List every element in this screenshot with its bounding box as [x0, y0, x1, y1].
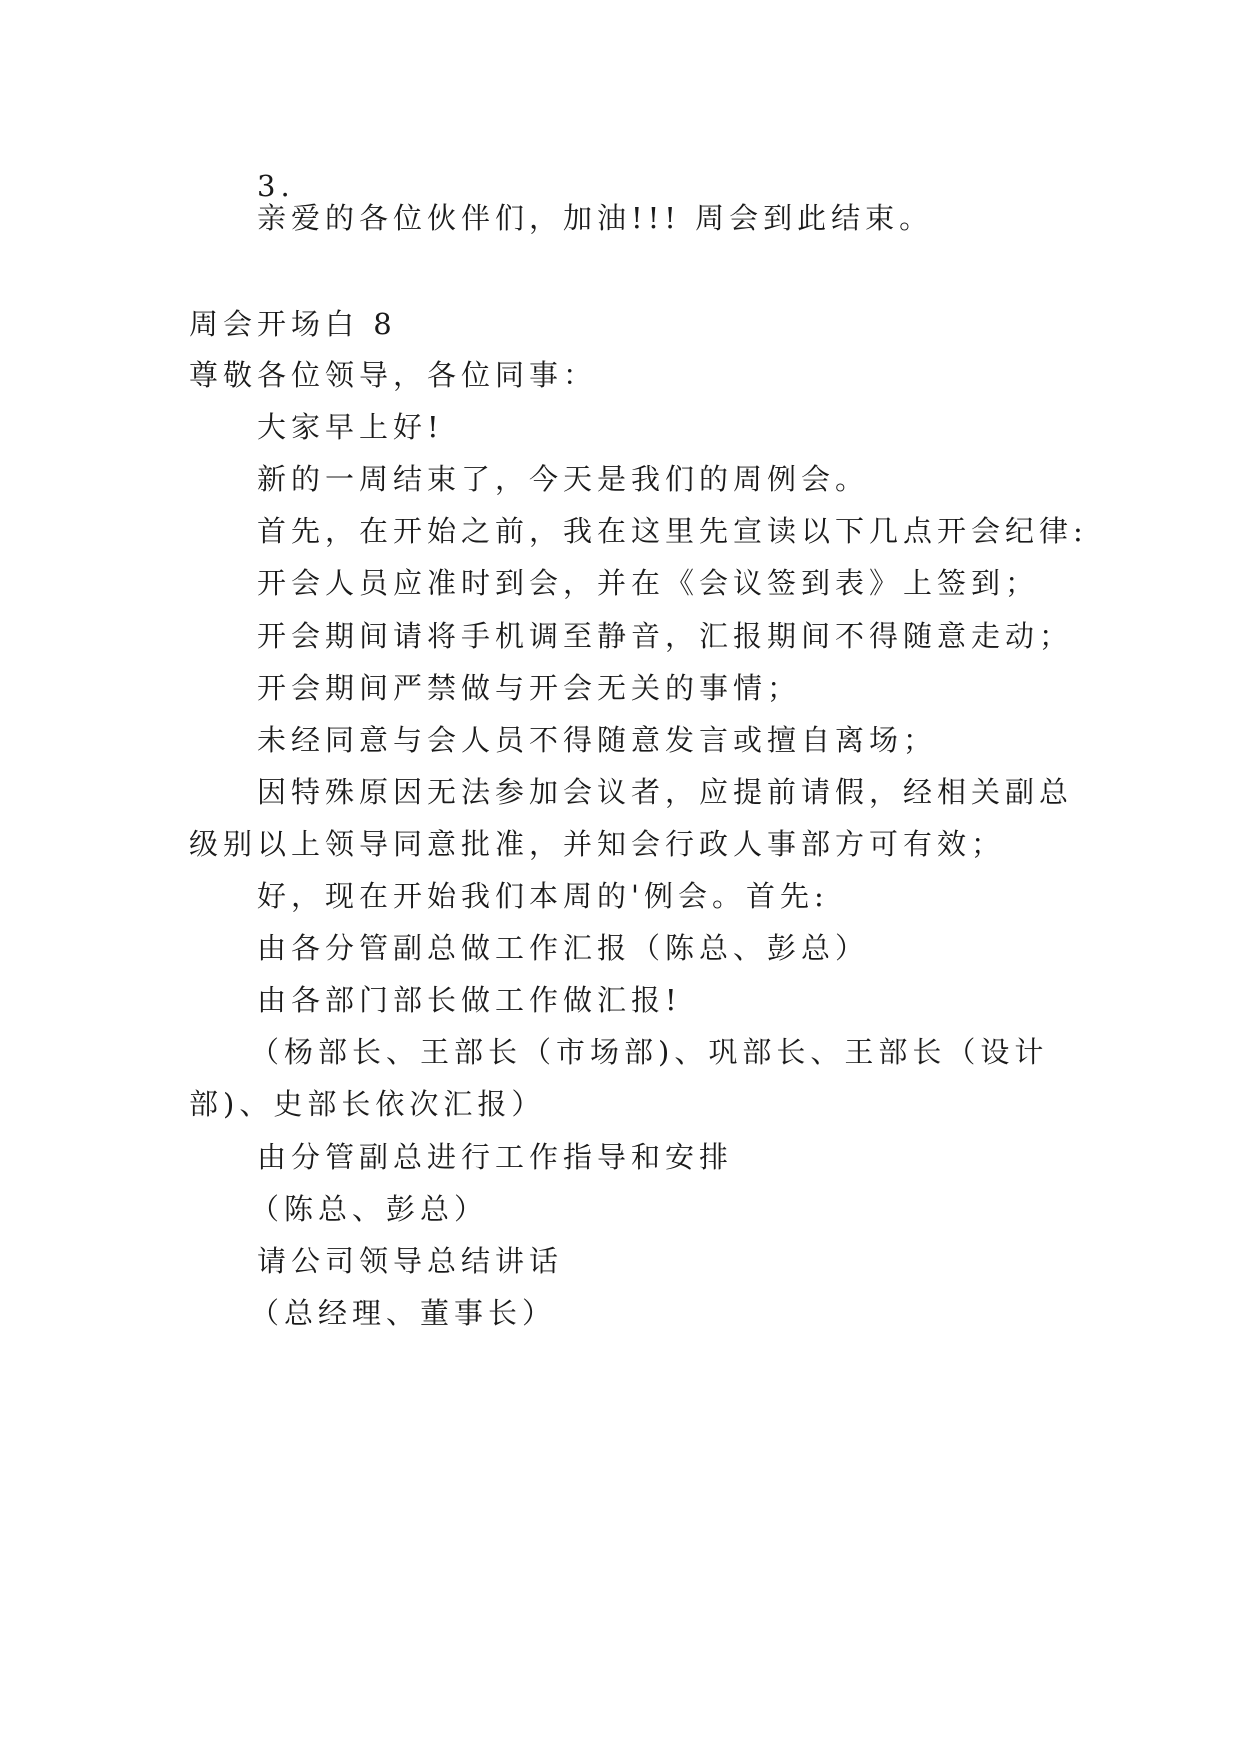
agenda-item-3: 由分管副总进行工作指导和安排 [257, 1140, 734, 1174]
paragraph-start: 好，现在开始我们本周的'例会。首先: [257, 879, 829, 913]
rule-item-2: 开会期间请将手机调至静音，汇报期间不得随意走动； [257, 619, 1074, 653]
agenda-item-3-detail: （陈总、彭总） [250, 1192, 489, 1226]
agenda-item-2-detail: （杨部长、王部长（市场部)、巩部长、王部长（设计 [250, 1035, 1049, 1069]
rule-item-4: 未经同意与会人员不得随意发言或擅自离场； [257, 723, 938, 757]
agenda-item-1: 由各分管副总做工作汇报（陈总、彭总） [257, 931, 870, 965]
agenda-item-2-detail-continued: 部)、史部长依次汇报） [189, 1087, 546, 1121]
agenda-item-4-detail: （总经理、董事长） [250, 1296, 557, 1330]
paragraph-rules-intro: 首先，在开始之前，我在这里先宣读以下几点开会纪律: [257, 514, 1088, 548]
paragraph-greeting: 大家早上好! [257, 410, 444, 444]
rule-item-1: 开会人员应准时到会，并在《会议签到表》上签到； [257, 566, 1040, 600]
rule-item-5: 因特殊原因无法参加会议者，应提前请假，经相关副总 [257, 775, 1074, 809]
agenda-item-2: 由各部门部长做工作做汇报! [257, 983, 682, 1017]
item-number: 3. [257, 169, 295, 203]
section-heading: 周会开场白 8 [189, 307, 397, 341]
rule-item-3: 开会期间严禁做与开会无关的事情； [257, 671, 802, 705]
agenda-item-4: 请公司领导总结讲话 [257, 1244, 564, 1278]
salutation: 尊敬各位领导，各位同事： [189, 358, 598, 392]
closing-line: 亲爱的各位伙伴们，加油!!! 周会到此结束。 [257, 201, 934, 235]
paragraph-intro: 新的一周结束了，今天是我们的周例会。 [257, 462, 870, 496]
rule-item-5-continued: 级别以上领导同意批准，并知会行政人事部方可有效； [189, 827, 1006, 861]
